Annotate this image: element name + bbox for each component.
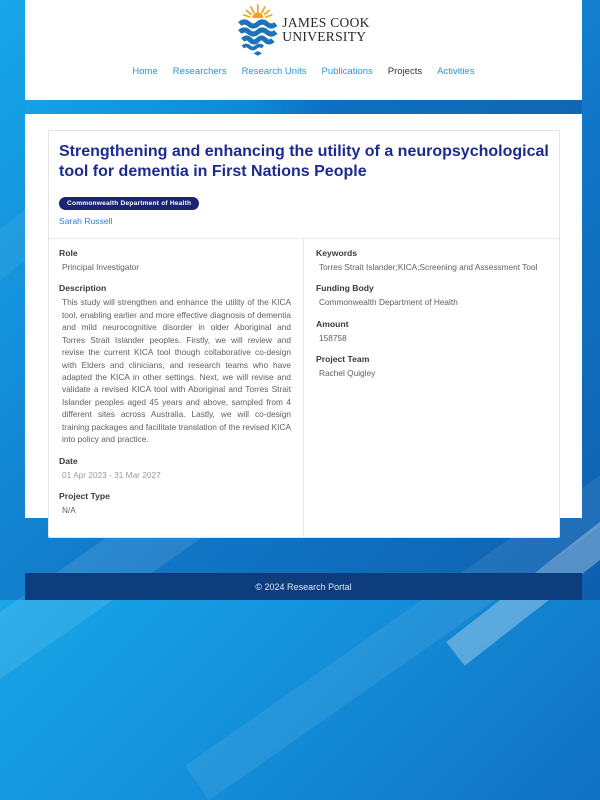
field-label: Role (59, 247, 78, 258)
field-date (59, 456, 291, 481)
field-value: This study will strengthen and enhance the utility of the KICA tool, enabling earlier and more effective diagnosis of dementia and mild neurocognitive disorder in older Aboriginal and Torres Strait Islander peoples. Firstly, we will review and revise the current KICA tool though collaborative co-design with Elders and clinicians, and research teams who have adapted the KICA in other settings. Next, we will revise and validate a revised KICA tool with Aboriginal and Torres Strait Islander peoples aged 45 years and above, sampled from 4 different sites across Australia. Lastly, we will co-design training packages and facilitate translation of the revised KICA into policy and practice. (62, 297, 291, 445)
funding-badge: Commonwealth Department of Health (59, 197, 199, 210)
field-value: Commonwealth Department of Health (319, 297, 458, 308)
field-description (59, 283, 291, 445)
field-label: Amount (316, 318, 349, 329)
field-label: Description (59, 283, 107, 294)
jcu-logo-text (282, 16, 369, 44)
field-label: Project Type (59, 491, 110, 502)
detail-columns (59, 239, 549, 537)
field-keywords (316, 248, 549, 273)
nav-item-research-units[interactable]: Research Units (241, 66, 307, 77)
left-column (59, 239, 304, 537)
field-value: Principal Investigator (62, 261, 140, 272)
logo-line2: UNIVERSITY (282, 29, 367, 44)
logo-line1: JAMES COOK (282, 15, 370, 31)
field-label: Date (59, 455, 78, 466)
site-footer (25, 573, 582, 600)
right-column (304, 239, 549, 537)
main-nav (25, 66, 582, 77)
nav-item-publications[interactable]: Publications (321, 66, 373, 77)
copyright-text: © 2024 Research Portal (255, 581, 352, 592)
field-role (59, 248, 291, 273)
field-label: Keywords (316, 247, 358, 258)
nav-item-activities[interactable]: Activities (437, 66, 475, 77)
project-card (48, 130, 560, 538)
field-label: Project Team (316, 354, 370, 365)
header-accent-strip (25, 100, 582, 114)
nav-item-home[interactable]: Home (132, 66, 158, 77)
field-funding-body (316, 283, 549, 308)
field-value: 158758 (319, 332, 347, 343)
field-project-team (316, 354, 549, 379)
project-title: Strengthening and enhancing the utility of a neuropsychological tool for dementia in First Nations People (59, 143, 549, 181)
field-project-type (59, 491, 291, 516)
field-label: Funding Body (316, 283, 374, 294)
site-header (25, 0, 582, 100)
main-content (25, 114, 582, 518)
page-column (25, 0, 582, 600)
jcu-logo[interactable] (237, 4, 369, 56)
field-value: Torres Strait Islander;KICA;Screening and Assessment Tool (319, 261, 538, 272)
field-value: 01 Apr 2023 - 31 Mar 2027 (62, 469, 161, 480)
field-value: N/A (62, 505, 76, 516)
backdrop-gap (25, 518, 582, 573)
nav-item-researchers[interactable]: Researchers (172, 66, 227, 77)
field-value: Rachel Quigley (319, 368, 376, 379)
nav-item-projects[interactable]: Projects (387, 66, 423, 77)
jcu-shield-icon (237, 4, 277, 56)
investigator-link[interactable]: Sarah Russell (59, 215, 113, 226)
field-amount (316, 319, 549, 344)
